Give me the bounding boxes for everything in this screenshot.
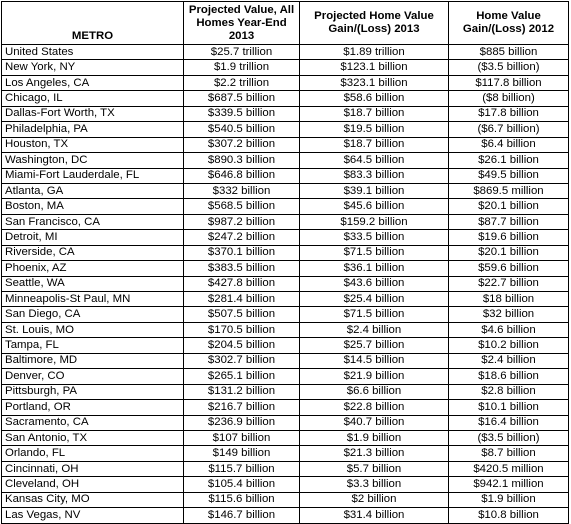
metro-cell: Chicago, IL [2,91,184,106]
table-row [2,199,569,214]
gain-2012-cell: $420.5 million [449,461,569,476]
projected-value-cell: $307.2 billion [184,137,300,152]
metro-cell: Cleveland, OH [2,477,184,492]
metro-cell: Riverside, CA [2,245,184,260]
gain-2012-cell: $885 billion [449,45,569,60]
gain-2012-cell: $117.8 billion [449,75,569,90]
metro-cell: Baltimore, MD [2,353,184,368]
metro-cell: Phoenix, AZ [2,261,184,276]
table-row [2,415,569,430]
projected-value-cell: $2.2 trillion [184,75,300,90]
header-gain-2013: Projected Home Value Gain/(Loss) 2013 [300,2,449,45]
table-row [2,292,569,307]
gain-2013-cell: $18.7 billion [300,106,449,121]
table-row [2,446,569,461]
gain-2013-cell: $21.9 billion [300,369,449,384]
projected-value-cell: $204.5 billion [184,338,300,353]
gain-2012-cell: $17.8 billion [449,106,569,121]
gain-2013-cell: $123.1 billion [300,60,449,75]
projected-value-cell: $370.1 billion [184,245,300,260]
metro-cell: Las Vegas, NV [2,508,184,523]
metro-cell: Miami-Fort Lauderdale, FL [2,168,184,183]
gain-2012-cell: $10.8 billion [449,508,569,523]
gain-2012-cell: $8.7 billion [449,446,569,461]
table-row [2,353,569,368]
gain-2013-cell: $18.7 billion [300,137,449,152]
gain-2012-cell: $59.6 billion [449,261,569,276]
metro-cell: Minneapolis-St Paul, MN [2,292,184,307]
projected-value-cell: $236.9 billion [184,415,300,430]
metro-cell: Seattle, WA [2,276,184,291]
metro-cell: Tampa, FL [2,338,184,353]
gain-2013-cell: $31.4 billion [300,508,449,523]
projected-value-cell: $265.1 billion [184,369,300,384]
metro-cell: Philadelphia, PA [2,122,184,137]
projected-value-cell: $25.7 trillion [184,45,300,60]
gain-2012-cell: $26.1 billion [449,153,569,168]
gain-2012-cell: $2.4 billion [449,353,569,368]
table-row [2,322,569,337]
table-row [2,508,569,523]
metro-cell: San Diego, CA [2,307,184,322]
table-row [2,245,569,260]
table-row [2,461,569,476]
gain-2013-cell: $64.5 billion [300,153,449,168]
gain-2013-cell: $45.6 billion [300,199,449,214]
metro-cell: Detroit, MI [2,230,184,245]
metro-cell: Houston, TX [2,137,184,152]
gain-2012-cell: $18 billion [449,292,569,307]
gain-2013-cell: $2 billion [300,492,449,507]
metro-cell: San Antonio, TX [2,430,184,445]
gain-2013-cell: $25.7 billion [300,338,449,353]
gain-2013-cell: $14.5 billion [300,353,449,368]
gain-2012-cell: $1.9 billion [449,492,569,507]
projected-value-cell: $247.2 billion [184,230,300,245]
table-row [2,106,569,121]
projected-value-cell: $383.5 billion [184,261,300,276]
projected-value-cell: $646.8 billion [184,168,300,183]
header-projected-value: Projected Value, All Homes Year-End 2013 [184,2,300,45]
projected-value-cell: $568.5 billion [184,199,300,214]
projected-value-cell: $507.5 billion [184,307,300,322]
gain-2012-cell: $18.6 billion [449,369,569,384]
gain-2013-cell: $3.3 billion [300,477,449,492]
gain-2013-cell: $33.5 billion [300,230,449,245]
metro-cell: Kansas City, MO [2,492,184,507]
gain-2013-cell: $40.7 billion [300,415,449,430]
gain-2012-cell: $20.1 billion [449,245,569,260]
gain-2013-cell: $2.4 billion [300,322,449,337]
gain-2012-cell: $20.1 billion [449,199,569,214]
gain-2012-cell: $22.7 billion [449,276,569,291]
table-row [2,338,569,353]
projected-value-cell: $332 billion [184,183,300,198]
metro-cell: Orlando, FL [2,446,184,461]
table-row [2,430,569,445]
gain-2013-cell: $71.5 billion [300,245,449,260]
projected-value-cell: $115.7 billion [184,461,300,476]
table-row [2,230,569,245]
metro-cell: Dallas-Fort Worth, TX [2,106,184,121]
gain-2013-cell: $58.6 billion [300,91,449,106]
metro-cell: United States [2,45,184,60]
table-row [2,60,569,75]
table-row [2,45,569,60]
metro-cell: Denver, CO [2,369,184,384]
metro-cell: Cincinnati, OH [2,461,184,476]
table-header-row [2,2,569,45]
projected-value-cell: $890.3 billion [184,153,300,168]
table-row [2,307,569,322]
projected-value-cell: $540.5 billion [184,122,300,137]
projected-value-cell: $216.7 billion [184,400,300,415]
gain-2013-cell: $5.7 billion [300,461,449,476]
projected-value-cell: $131.2 billion [184,384,300,399]
gain-2013-cell: $71.5 billion [300,307,449,322]
home-value-table [1,1,569,524]
table-row [2,384,569,399]
table-row [2,75,569,90]
gain-2013-cell: $1.89 trillion [300,45,449,60]
gain-2013-cell: $1.9 billion [300,430,449,445]
gain-2013-cell: $21.3 billion [300,446,449,461]
metro-cell: Boston, MA [2,199,184,214]
table-row [2,137,569,152]
table-row [2,91,569,106]
projected-value-cell: $1.9 trillion [184,60,300,75]
gain-2012-cell: $942.1 million [449,477,569,492]
projected-value-cell: $987.2 billion [184,214,300,229]
gain-2012-cell: $19.6 billion [449,230,569,245]
gain-2012-cell: $49.5 billion [449,168,569,183]
table-row [2,153,569,168]
projected-value-cell: $107 billion [184,430,300,445]
projected-value-cell: $115.6 billion [184,492,300,507]
metro-cell: Portland, OR [2,400,184,415]
metro-cell: Sacramento, CA [2,415,184,430]
gain-2013-cell: $43.6 billion [300,276,449,291]
metro-cell: San Francisco, CA [2,214,184,229]
gain-2012-cell: ($3.5 billion) [449,430,569,445]
gain-2012-cell: $87.7 billion [449,214,569,229]
metro-cell: New York, NY [2,60,184,75]
gain-2012-cell: $10.1 billion [449,400,569,415]
table-row [2,276,569,291]
table-row [2,477,569,492]
table-row [2,261,569,276]
projected-value-cell: $302.7 billion [184,353,300,368]
table-body [2,45,569,524]
metro-cell: Washington, DC [2,153,184,168]
gain-2013-cell: $19.5 billion [300,122,449,137]
gain-2013-cell: $83.3 billion [300,168,449,183]
gain-2013-cell: $159.2 billion [300,214,449,229]
projected-value-cell: $281.4 billion [184,292,300,307]
table-row [2,400,569,415]
projected-value-cell: $170.5 billion [184,322,300,337]
gain-2013-cell: $22.8 billion [300,400,449,415]
gain-2013-cell: $36.1 billion [300,261,449,276]
table-row [2,214,569,229]
table-row [2,122,569,137]
gain-2012-cell: $10.2 billion [449,338,569,353]
gain-2013-cell: $6.6 billion [300,384,449,399]
table-row [2,168,569,183]
gain-2012-cell: $32 billion [449,307,569,322]
metro-cell: Pittsburgh, PA [2,384,184,399]
header-metro: METRO [2,2,184,45]
gain-2012-cell: $869.5 million [449,183,569,198]
table-row [2,183,569,198]
metro-cell: Los Angeles, CA [2,75,184,90]
gain-2012-cell: $16.4 billion [449,415,569,430]
gain-2012-cell: $4.6 billion [449,322,569,337]
projected-value-cell: $427.8 billion [184,276,300,291]
gain-2013-cell: $25.4 billion [300,292,449,307]
table-row [2,492,569,507]
gain-2012-cell: ($6.7 billion) [449,122,569,137]
metro-cell: Atlanta, GA [2,183,184,198]
projected-value-cell: $687.5 billion [184,91,300,106]
home-value-table-container [1,1,569,524]
projected-value-cell: $105.4 billion [184,477,300,492]
header-gain-2012: Home Value Gain/(Loss) 2012 [449,2,569,45]
table-row [2,369,569,384]
gain-2013-cell: $323.1 billion [300,75,449,90]
gain-2012-cell: ($3.5 billion) [449,60,569,75]
gain-2012-cell: $6.4 billion [449,137,569,152]
gain-2013-cell: $39.1 billion [300,183,449,198]
gain-2012-cell: $2.8 billion [449,384,569,399]
projected-value-cell: $149 billion [184,446,300,461]
metro-cell: St. Louis, MO [2,322,184,337]
gain-2012-cell: ($8 billion) [449,91,569,106]
projected-value-cell: $339.5 billion [184,106,300,121]
projected-value-cell: $146.7 billion [184,508,300,523]
